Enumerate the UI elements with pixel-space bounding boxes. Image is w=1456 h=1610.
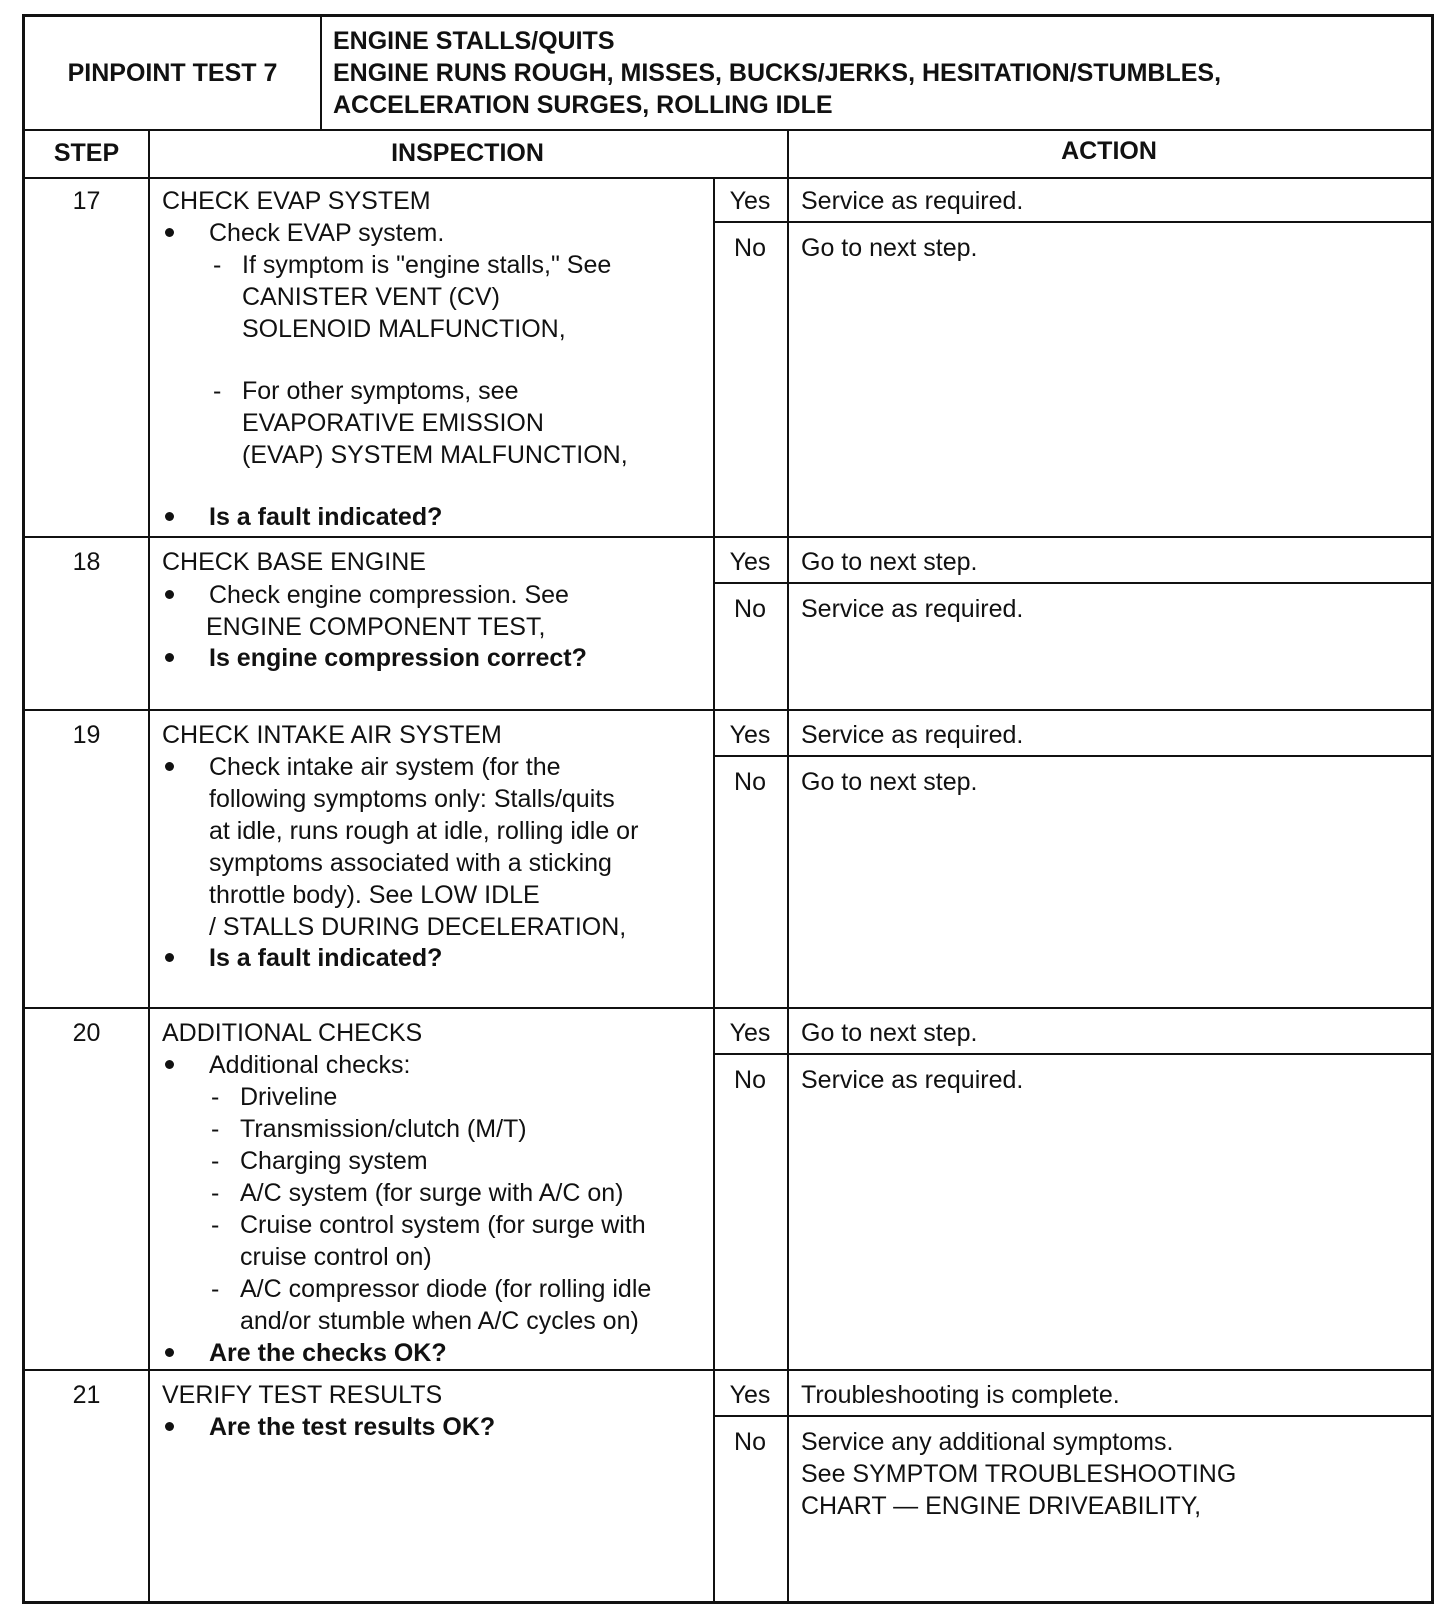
yes-action: Troubleshooting is complete. — [801, 1381, 1120, 1409]
inspection-bullet — [209, 751, 638, 943]
sub-line: If symptom is "engine stalls," See — [242, 251, 612, 279]
inspection-question: Is a fault indicated? — [209, 944, 443, 972]
rule — [787, 129, 789, 1601]
bullet-icon — [165, 1060, 174, 1069]
dash-icon: - — [211, 1275, 220, 1303]
check-item — [240, 1273, 651, 1337]
check-item — [240, 1209, 646, 1273]
step-title: CHECK BASE ENGINE — [162, 548, 426, 576]
bullet-line: / STALLS DURING DECELERATION, — [209, 913, 627, 941]
yes-action: Go to next step. — [801, 1019, 978, 1047]
inspection-bullet — [206, 579, 569, 643]
no-action: Go to next step. — [801, 768, 978, 796]
step-number: 19 — [72, 721, 101, 749]
rule — [25, 129, 1431, 131]
sub-line: (EVAP) SYSTEM MALFUNCTION, — [242, 441, 628, 469]
title-line: ACCELERATION SURGES, ROLLING IDLE — [333, 91, 833, 119]
yes-label: Yes — [729, 721, 771, 749]
dash-icon: - — [211, 1083, 220, 1111]
rule — [713, 755, 1431, 757]
no-action: Service as required. — [801, 1066, 1024, 1094]
bullet-icon — [165, 1422, 174, 1431]
inspection-bullet: Additional checks: — [209, 1051, 411, 1079]
dash-icon: - — [211, 1211, 220, 1239]
yes-label: Yes — [729, 187, 771, 215]
dash-icon: - — [211, 1179, 220, 1207]
sub-item — [242, 375, 628, 471]
yes-action: Go to next step. — [801, 548, 978, 576]
check-item: A/C system (for surge with A/C on) — [240, 1179, 624, 1207]
dash-icon: - — [213, 377, 222, 405]
rule — [25, 1369, 1431, 1371]
step-number: 21 — [72, 1381, 101, 1409]
bullet-line: Check intake air system (for the — [209, 753, 561, 781]
no-label: No — [734, 1428, 766, 1456]
bullet-line: following symptoms only: Stalls/quits — [209, 785, 615, 813]
check-line: cruise control on) — [240, 1243, 432, 1271]
check-line: A/C compressor diode (for rolling idle — [240, 1275, 652, 1303]
inspection-question: Are the checks OK? — [209, 1339, 447, 1367]
step-number: 18 — [72, 548, 101, 576]
check-item: Transmission/clutch (M/T) — [240, 1115, 527, 1143]
no-action — [801, 1426, 1236, 1522]
bullet-icon — [165, 762, 174, 771]
yes-label: Yes — [729, 1019, 771, 1047]
check-item: Driveline — [240, 1083, 338, 1111]
yes-label: Yes — [729, 548, 771, 576]
yes-action: Service as required. — [801, 721, 1024, 749]
bullet-icon — [165, 653, 174, 662]
sub-line: SOLENOID MALFUNCTION, — [242, 315, 566, 343]
step-title: ADDITIONAL CHECKS — [162, 1019, 423, 1047]
rule — [713, 1053, 1431, 1055]
test-title — [333, 25, 1221, 121]
bullet-icon — [165, 1348, 174, 1357]
inspection-question: Are the test results OK? — [209, 1413, 496, 1441]
rule — [25, 536, 1431, 538]
pinpoint-test-table — [22, 14, 1434, 1604]
title-line: ENGINE RUNS ROUGH, MISSES, BUCKS/JERKS, HESITATION/STUMBLES, — [333, 59, 1222, 87]
action-line: CHART — ENGINE DRIVEABILITY, — [801, 1492, 1202, 1520]
sub-item — [242, 249, 611, 345]
no-action: Service as required. — [801, 595, 1024, 623]
dash-icon: - — [211, 1115, 220, 1143]
dash-icon: - — [211, 1147, 220, 1175]
step-title: CHECK EVAP SYSTEM — [162, 187, 431, 215]
sub-line: For other symptoms, see — [242, 377, 519, 405]
bullet-line: at idle, runs rough at idle, rolling idle or — [209, 817, 639, 845]
no-label: No — [734, 768, 766, 796]
inspection-question: Is a fault indicated? — [209, 503, 443, 531]
step-title: CHECK INTAKE AIR SYSTEM — [162, 721, 502, 749]
rule — [25, 177, 1431, 179]
sub-line: EVAPORATIVE EMISSION — [242, 409, 544, 437]
inspection-question: Is engine compression correct? — [209, 644, 587, 672]
sub-line: CANISTER VENT (CV) — [242, 283, 500, 311]
rule — [148, 129, 150, 1601]
bullet-line: ENGINE COMPONENT TEST, — [206, 613, 546, 641]
rule — [713, 221, 1431, 223]
yes-label: Yes — [729, 1381, 771, 1409]
bullet-icon — [165, 228, 174, 237]
column-header-action: ACTION — [1061, 137, 1157, 165]
check-line: and/or stumble when A/C cycles on) — [240, 1307, 639, 1335]
test-label: PINPOINT TEST 7 — [67, 59, 278, 87]
step-number: 17 — [72, 187, 101, 215]
rule — [25, 709, 1431, 711]
no-label: No — [734, 234, 766, 262]
step-number: 20 — [72, 1019, 101, 1047]
no-label: No — [734, 595, 766, 623]
column-header-step: STEP — [53, 139, 120, 167]
bullet-icon — [165, 512, 174, 521]
bullet-icon — [165, 953, 174, 962]
action-line: Service any additional symptoms. — [801, 1428, 1174, 1456]
dash-icon: - — [213, 251, 222, 279]
rule — [25, 1007, 1431, 1009]
rule — [320, 17, 322, 129]
bullet-line: symptoms associated with a sticking — [209, 849, 612, 877]
inspection-bullet: Check EVAP system. — [209, 219, 445, 247]
step-title: VERIFY TEST RESULTS — [162, 1381, 443, 1409]
yes-action: Service as required. — [801, 187, 1024, 215]
no-label: No — [734, 1066, 766, 1094]
rule — [713, 582, 1431, 584]
no-action: Go to next step. — [801, 234, 978, 262]
title-line: ENGINE STALLS/QUITS — [333, 27, 615, 55]
bullet-line: Check engine compression. See — [209, 581, 569, 609]
rule — [713, 1415, 1431, 1417]
column-header-inspection: INSPECTION — [391, 139, 544, 167]
bullet-line: throttle body). See LOW IDLE — [209, 881, 540, 909]
check-item: Charging system — [240, 1147, 428, 1175]
action-line: See SYMPTOM TROUBLESHOOTING — [801, 1460, 1237, 1488]
check-line: Cruise control system (for surge with — [240, 1211, 646, 1239]
bullet-icon — [165, 590, 174, 599]
